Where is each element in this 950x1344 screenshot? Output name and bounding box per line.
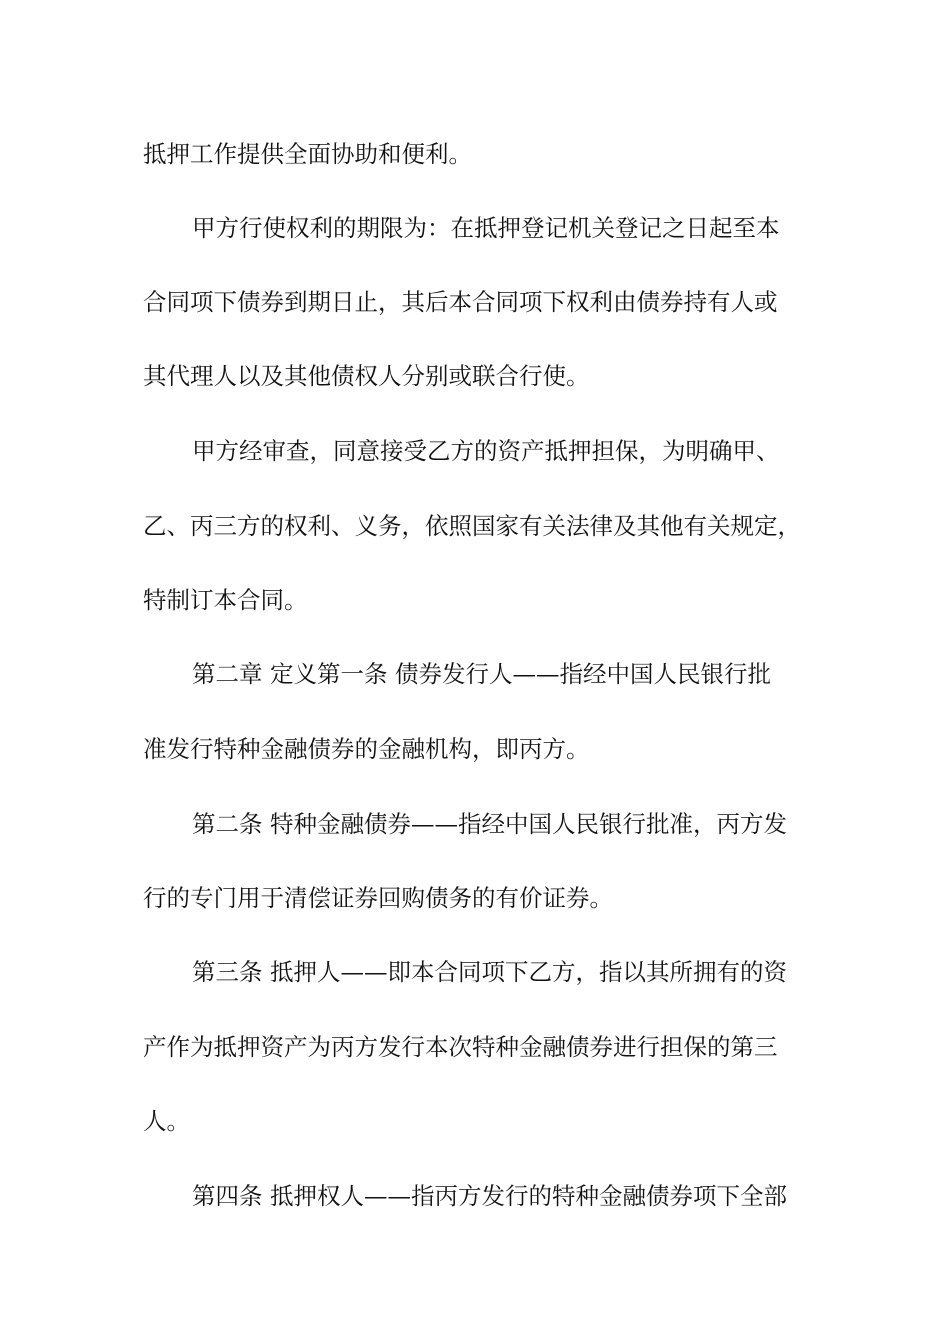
- paragraph-start-line: 甲方行使权利的期限为：在抵押登记机关登记之日起至本: [192, 214, 780, 242]
- text-line: 其代理人以及其他债权人分别或联合行使。: [143, 362, 590, 390]
- text-line: 合同项下债券到期日止，其后本合同项下权利由债券持有人或: [143, 288, 778, 316]
- text-line: 特制订本合同。: [143, 586, 308, 614]
- text-line: 抵押工作提供全面协助和便利。: [143, 140, 472, 168]
- text-line: 准发行特种金融债券的金融机构，即丙方。: [143, 735, 590, 763]
- paragraph-start-line: 第四条 抵押权人——指丙方发行的特种金融债券项下全部: [192, 1182, 787, 1210]
- paragraph-start-line: 第二条 特种金融债券——指经中国人民银行批准，丙方发: [192, 810, 787, 838]
- text-line: 行的专门用于清偿证券回购债务的有价证券。: [143, 884, 613, 912]
- paragraph-start-line: 第二章 定义第一条 债券发行人——指经中国人民银行批: [192, 660, 771, 688]
- text-line: 产作为抵押资产为丙方发行本次特种金融债券进行担保的第三: [143, 1033, 778, 1061]
- paragraph-start-line: 第三条 抵押人——即本合同项下乙方，指以其所拥有的资: [192, 958, 787, 986]
- text-line: 乙、丙三方的权利、义务，依照国家有关法律及其他有关规定，: [143, 512, 801, 540]
- paragraph-start-line: 甲方经审查，同意接受乙方的资产抵押担保，为明确甲、: [192, 437, 780, 465]
- text-line: 人。: [143, 1107, 190, 1135]
